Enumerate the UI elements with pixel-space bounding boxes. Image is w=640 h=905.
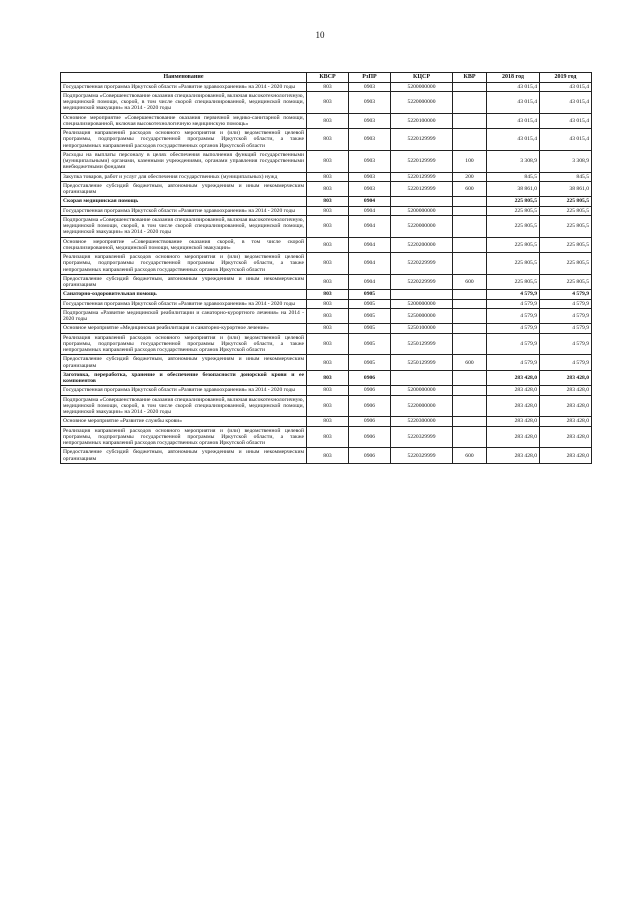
row-rzpr: 0906 <box>349 426 391 448</box>
table-row <box>61 324 592 333</box>
table-row <box>61 172 592 181</box>
table-row <box>61 386 592 395</box>
table-row <box>61 299 592 308</box>
row-name: Подпрограмма «Совершенствование оказания специализированной, включая высокотехнологичную, медицинской помощи, скорой, в том числе скорой специализированной, медицинской помощи, медицинской эвакуации» на 2014 - 2020 годы <box>61 91 307 113</box>
row-2019: 4 579,9 <box>540 299 592 308</box>
row-kcsr: 5220129999 <box>391 150 453 172</box>
row-name: Подпрограмма «Совершенствование оказания специализированной, включая высокотехнологичную, медицинской помощи, скорой, в том числе скорой специализированной, медицинской помощи, медицинской эвакуации» на 2014 - 2020 годы <box>61 395 307 417</box>
row-rzpr: 0903 <box>349 172 391 181</box>
row-kvr <box>453 290 487 299</box>
row-2018: 4 579,9 <box>487 355 540 371</box>
row-2019: 283 428,0 <box>540 448 592 464</box>
header-kcsr: КЦСР <box>391 73 453 83</box>
row-name: Предоставление субсидий бюджетным, автономным учреждениям и иным некоммерческим организациям <box>61 274 307 290</box>
row-kcsr <box>391 290 453 299</box>
row-kcsr: 5250129999 <box>391 355 453 371</box>
row-2018: 43 015,4 <box>487 129 540 151</box>
row-kvsr: 803 <box>307 448 349 464</box>
table-row <box>61 448 592 464</box>
row-2019: 283 428,0 <box>540 417 592 426</box>
table-row <box>61 308 592 324</box>
row-2019: 43 015,4 <box>540 91 592 113</box>
row-2018: 283 428,0 <box>487 386 540 395</box>
row-kvsr: 803 <box>307 324 349 333</box>
row-kvsr: 803 <box>307 253 349 275</box>
row-2019: 4 579,9 <box>540 290 592 299</box>
row-kcsr: 5200000000 <box>391 386 453 395</box>
table-row <box>61 290 592 299</box>
row-kcsr: 5220000000 <box>391 395 453 417</box>
table-header-row <box>61 73 592 83</box>
row-2019: 43 015,4 <box>540 129 592 151</box>
table-row <box>61 417 592 426</box>
row-kvsr: 803 <box>307 386 349 395</box>
row-name: Основное мероприятие «Медицинская реабилитация и санаторно-курортное лечение» <box>61 324 307 333</box>
row-kcsr: 5220229999 <box>391 253 453 275</box>
row-2018: 38 861,0 <box>487 181 540 197</box>
header-2019: 2019 год <box>540 73 592 83</box>
row-name: Подпрограмма «Совершенствование оказания специализированной, включая высокотехнологичную, медицинской помощи, скорой, в том числе скорой специализированной, медицинской помощи, медицинской эвакуации» на 2014 - 2020 годы <box>61 215 307 237</box>
row-2019: 283 428,0 <box>540 426 592 448</box>
table-row <box>61 113 592 129</box>
row-kcsr: 5200000000 <box>391 299 453 308</box>
table-row <box>61 181 592 197</box>
row-kvsr: 803 <box>307 172 349 181</box>
row-rzpr: 0905 <box>349 324 391 333</box>
row-name: Основное мероприятие «Совершенствование оказания скорой, в том числе скорой специализированной, медицинской помощи, медицинской эвакуации» <box>61 237 307 253</box>
row-2018: 283 428,0 <box>487 395 540 417</box>
row-kvr <box>453 426 487 448</box>
row-2018: 225 805,5 <box>487 206 540 215</box>
row-kcsr: 5250000000 <box>391 308 453 324</box>
row-rzpr: 0904 <box>349 206 391 215</box>
row-kvsr: 803 <box>307 370 349 386</box>
row-kvr <box>453 417 487 426</box>
row-2019: 283 428,0 <box>540 386 592 395</box>
row-kvsr: 803 <box>307 150 349 172</box>
row-kvr <box>453 308 487 324</box>
row-kvsr: 803 <box>307 197 349 206</box>
row-2019: 225 805,5 <box>540 274 592 290</box>
row-name: Реализация направлений расходов основного мероприятия и (или) ведомственной целевой программы, подпрограммы государственной программы Иркутской области, а также непрограммных направлений расходов государственных органов Иркутской области <box>61 129 307 151</box>
row-rzpr: 0904 <box>349 274 391 290</box>
row-name: Закупка товаров, работ и услуг для обеспечения государственных (муниципальных) нужд <box>61 172 307 181</box>
header-rzpr: РзПР <box>349 73 391 83</box>
row-kcsr: 5220329999 <box>391 426 453 448</box>
row-kvr <box>453 215 487 237</box>
row-rzpr: 0904 <box>349 197 391 206</box>
row-2018: 4 579,9 <box>487 333 540 355</box>
table-row <box>61 395 592 417</box>
table-row <box>61 274 592 290</box>
row-rzpr: 0906 <box>349 370 391 386</box>
row-2019: 283 428,0 <box>540 370 592 386</box>
row-kvr <box>453 129 487 151</box>
row-2018: 283 428,0 <box>487 417 540 426</box>
row-kvr <box>453 206 487 215</box>
row-kvsr: 803 <box>307 237 349 253</box>
table-row <box>61 129 592 151</box>
row-kvr: 600 <box>453 448 487 464</box>
row-2018: 283 428,0 <box>487 426 540 448</box>
table-row <box>61 237 592 253</box>
row-kvr <box>453 324 487 333</box>
row-name: Государственная программа Иркутской области «Развитие здравоохранения» на 2014 - 2020 годы <box>61 206 307 215</box>
row-rzpr: 0904 <box>349 215 391 237</box>
row-name: Реализация направлений расходов основного мероприятия и (или) ведомственной целевой программы, подпрограммы государственной программы Иркутской области, а также непрограммных направлений расходов государственных органов Иркутской области <box>61 333 307 355</box>
row-2019: 225 805,5 <box>540 206 592 215</box>
row-rzpr: 0905 <box>349 290 391 299</box>
row-rzpr: 0903 <box>349 91 391 113</box>
row-2018: 283 428,0 <box>487 370 540 386</box>
row-kvr <box>453 299 487 308</box>
header-2018: 2018 год <box>487 73 540 83</box>
row-2019: 225 805,5 <box>540 237 592 253</box>
row-rzpr: 0904 <box>349 253 391 275</box>
row-kvr: 600 <box>453 274 487 290</box>
row-name: Реализация направлений расходов основного мероприятия и (или) ведомственной целевой программы, подпрограммы государственной программы Иркутской области, а также непрограммных направлений расходов государственных органов Иркутской области <box>61 253 307 275</box>
row-rzpr: 0905 <box>349 299 391 308</box>
row-kcsr: 5220300000 <box>391 417 453 426</box>
header-kvsr: КВСР <box>307 73 349 83</box>
row-2019: 283 428,0 <box>540 395 592 417</box>
row-kvr <box>453 253 487 275</box>
row-2018: 4 579,9 <box>487 324 540 333</box>
row-kcsr <box>391 370 453 386</box>
row-kvr: 600 <box>453 181 487 197</box>
row-kvsr: 803 <box>307 129 349 151</box>
row-2018: 43 015,4 <box>487 82 540 91</box>
row-kcsr: 5220200000 <box>391 237 453 253</box>
row-kvr <box>453 237 487 253</box>
row-rzpr: 0903 <box>349 82 391 91</box>
row-2019: 4 579,9 <box>540 308 592 324</box>
row-2019: 225 805,5 <box>540 215 592 237</box>
row-kvsr: 803 <box>307 274 349 290</box>
row-kvr <box>453 91 487 113</box>
row-rzpr: 0903 <box>349 150 391 172</box>
row-2018: 225 805,5 <box>487 197 540 206</box>
row-kcsr: 5250100000 <box>391 324 453 333</box>
header-name: Наименование <box>61 73 307 83</box>
row-rzpr: 0906 <box>349 386 391 395</box>
row-kcsr: 5200000000 <box>391 206 453 215</box>
row-kvr <box>453 333 487 355</box>
row-name: Подпрограмма «Развитие медицинской реабилитации и санаторно-курортного лечения» на 2014 - 2020 годы <box>61 308 307 324</box>
row-name: Основное мероприятие «Развитие службы крови» <box>61 417 307 426</box>
row-2019: 4 579,9 <box>540 355 592 371</box>
row-kvsr: 803 <box>307 355 349 371</box>
row-2019: 845,5 <box>540 172 592 181</box>
row-kvsr: 803 <box>307 82 349 91</box>
row-2018: 225 805,5 <box>487 237 540 253</box>
table-row <box>61 197 592 206</box>
row-name: Предоставление субсидий бюджетным, автономным учреждениям и иным некоммерческим организациям <box>61 355 307 371</box>
row-kvr: 100 <box>453 150 487 172</box>
row-rzpr: 0906 <box>349 448 391 464</box>
row-2018: 845,5 <box>487 172 540 181</box>
row-name: Государственная программа Иркутской области «Развитие здравоохранения» на 2014 - 2020 годы <box>61 82 307 91</box>
row-name: Предоставление субсидий бюджетным, автономным учреждениям и иным некоммерческим организациям <box>61 448 307 464</box>
row-kvsr: 803 <box>307 181 349 197</box>
row-name: Государственная программа Иркутской области «Развитие здравоохранения» на 2014 - 2020 годы <box>61 299 307 308</box>
row-2019: 43 015,4 <box>540 113 592 129</box>
row-kvsr: 803 <box>307 333 349 355</box>
row-2019: 4 579,9 <box>540 333 592 355</box>
header-kvr: КВР <box>453 73 487 83</box>
row-2018: 225 805,5 <box>487 253 540 275</box>
row-kvsr: 803 <box>307 417 349 426</box>
row-kvr <box>453 370 487 386</box>
row-rzpr: 0903 <box>349 181 391 197</box>
row-2019: 38 861,0 <box>540 181 592 197</box>
row-kcsr: 5220329999 <box>391 448 453 464</box>
row-2018: 43 015,4 <box>487 91 540 113</box>
row-kvsr: 803 <box>307 308 349 324</box>
row-kvsr: 803 <box>307 206 349 215</box>
row-kvr <box>453 197 487 206</box>
row-2019: 43 015,4 <box>540 82 592 91</box>
row-kvsr: 803 <box>307 113 349 129</box>
row-kvsr: 803 <box>307 91 349 113</box>
row-2018: 4 579,9 <box>487 290 540 299</box>
row-2019: 3 308,9 <box>540 150 592 172</box>
row-rzpr: 0904 <box>349 237 391 253</box>
row-rzpr: 0905 <box>349 355 391 371</box>
row-kvr <box>453 82 487 91</box>
row-kvsr: 803 <box>307 290 349 299</box>
row-kcsr <box>391 197 453 206</box>
row-kcsr: 5200000000 <box>391 82 453 91</box>
row-kvr <box>453 386 487 395</box>
row-kvsr: 803 <box>307 426 349 448</box>
row-kvsr: 803 <box>307 395 349 417</box>
row-kcsr: 5220129999 <box>391 181 453 197</box>
row-name: Государственная программа Иркутской области «Развитие здравоохранения» на 2014 - 2020 годы <box>61 386 307 395</box>
row-kvr <box>453 395 487 417</box>
row-kcsr: 5220000000 <box>391 91 453 113</box>
row-2018: 225 805,5 <box>487 274 540 290</box>
table-row <box>61 82 592 91</box>
row-name: Расходы на выплаты персоналу в целях обеспечения выполнения функций государственными (муниципальными) органами, казенными учреждениями, органами управления государственными внебюджетными фондами <box>61 150 307 172</box>
row-name: Основное мероприятие «Совершенствование оказания первичной медико-санитарной помощи, специализированной, включая высокотехнологичную медицинскую помощь» <box>61 113 307 129</box>
row-kcsr: 5250129999 <box>391 333 453 355</box>
row-2018: 283 428,0 <box>487 448 540 464</box>
table-row <box>61 91 592 113</box>
row-kcsr: 5220000000 <box>391 215 453 237</box>
table-body <box>61 82 592 463</box>
table-row <box>61 150 592 172</box>
row-name: Реализация направлений расходов основного мероприятия и (или) ведомственной целевой программы, подпрограммы государственной программы Иркутской области, а также непрограммных направлений расходов государственных органов Иркутской области <box>61 426 307 448</box>
row-2018: 4 579,9 <box>487 308 540 324</box>
row-kvr: 600 <box>453 355 487 371</box>
budget-table <box>60 72 592 464</box>
row-kcsr: 5220129999 <box>391 129 453 151</box>
row-kcsr: 5220129999 <box>391 172 453 181</box>
table-row <box>61 206 592 215</box>
row-name: Скорая медицинская помощь <box>61 197 307 206</box>
row-kvr: 200 <box>453 172 487 181</box>
row-rzpr: 0905 <box>349 308 391 324</box>
row-kcsr: 5220229999 <box>391 274 453 290</box>
row-2018: 3 308,9 <box>487 150 540 172</box>
row-rzpr: 0906 <box>349 395 391 417</box>
row-kvsr: 803 <box>307 299 349 308</box>
row-kvsr: 803 <box>307 215 349 237</box>
row-2018: 4 579,9 <box>487 299 540 308</box>
row-2019: 4 579,9 <box>540 324 592 333</box>
row-kcsr: 5220100000 <box>391 113 453 129</box>
row-2018: 225 805,5 <box>487 215 540 237</box>
table-row <box>61 355 592 371</box>
row-name: Заготовка, переработка, хранение и обеспечение безопасности донорской крови и ее компонентов <box>61 370 307 386</box>
table-row <box>61 253 592 275</box>
row-2019: 225 805,5 <box>540 197 592 206</box>
row-rzpr: 0906 <box>349 417 391 426</box>
row-2019: 225 805,5 <box>540 253 592 275</box>
row-rzpr: 0903 <box>349 113 391 129</box>
row-2018: 43 015,4 <box>487 113 540 129</box>
row-kvr <box>453 113 487 129</box>
table-row <box>61 215 592 237</box>
page-number: 10 <box>315 30 325 40</box>
row-rzpr: 0903 <box>349 129 391 151</box>
table-row <box>61 426 592 448</box>
table-row <box>61 370 592 386</box>
row-name: Предоставление субсидий бюджетным, автономным учреждениям и иным некоммерческим организациям <box>61 181 307 197</box>
row-name: Санаторно-оздоровительная помощь <box>61 290 307 299</box>
table-row <box>61 333 592 355</box>
row-rzpr: 0905 <box>349 333 391 355</box>
